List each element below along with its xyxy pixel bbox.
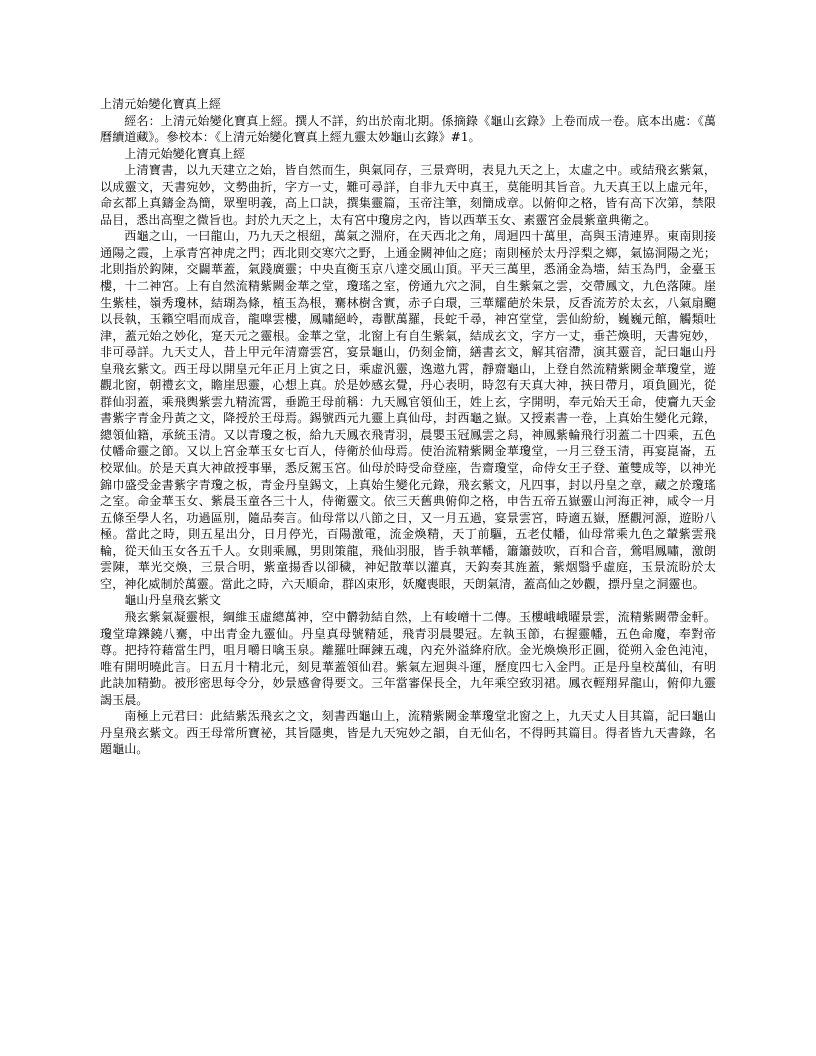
document-body <box>100 96 716 758</box>
section-heading-guishan-danhuang: 龜山丹皇飛玄紫文 <box>124 593 221 608</box>
bibliographic-note: 經名：上清元始變化寶真上經。撰人不詳，約出於南北期。係摘錄《龜山玄錄》上卷而成一卷。底本出處：《萬曆續道藏》。參校本：《上清元始變化寶真上經九靈太妙龜山玄錄》#1。 <box>100 113 716 145</box>
body-paragraph-verse: 飛玄紫氣凝靈根，綱維玉虛總萬神，空中欝勃結自然，上有峻嶒十二傳。玉樓峨峨曜景雲，流精紫闕帶金軒。瓊堂瑋鑠鐃八騫，中出青金九靈仙。丹皇真母號精延，飛青羽晨嬰冠。左執玉節，右握靈幡，五色命魔，奉對帝尊。把持符藉當生門，咀月嚼日噙玉泉。離羅吐暉鍊五魂，內充外溢絳府欣。金光煥煥形正圓，從朔入金色沌沌，唯有開明曉此言。日五月十精北元，刻見華蓋領仙君。紫氣左迴與斗運，歷度四七入金門。正是丹皇校萬仙，有明此訣加精勤。被形密思每令分，妙景感會得要文。三年當審保長全，九年乘空致羽裙。鳳衣輕翔昇龍山，俯仰九靈謁玉晨。 <box>100 609 716 707</box>
body-paragraph-opening: 上清寶書，以九天建立之始，皆自然而生，與氣同存，三景齊明，表見九天之上，太虛之中。或結飛玄紫氣，以成靈文，天書宛妙，文勢曲折，字方一丈，難可尋詳，自非九天中真王，莫能明其旨音。九天真王以上虛元年，命玄都上真鑄金為簡，眾聖明義，高上口訣，撰集靈篇，玉帝注筆，刻簡成章。以俯仰之格，皆有高下次第，禁限品目，悉出高聖之微旨也。封於九天之上，太有宮中瓊房之內，皆以西華玉女、素靈宮金晨紫童典衛之。 <box>100 163 716 227</box>
document-title: 上清元始變化寶真上經 <box>100 97 221 111</box>
section-heading-primary: 上清元始變化寶真上經 <box>124 146 246 161</box>
body-paragraph-nanji-colophon: 南極上元君曰：此結紫炁飛玄之文，刻書西龜山上，流精紫闕金華瓊堂北窗之上，九天丈人目其篇，記曰龜山丹皇飛玄紫文。西王母常所寶祕，其旨隱奧，皆是九天宛妙之韻，自无仙名，不得眄其篇目。得者皆九天書錄，名題龜山。 <box>100 709 716 757</box>
body-paragraph-xigui-mountain: 西龜之山，一曰龍山，乃九天之根紐，萬氣之淵府，在天西北之角，周迴四十萬里，高與玉清連界。東南則接通陽之霞，上承青宮神虎之門；西北則交寒穴之野，上通金闕神仙之庭；南則極於太丹浮梨之鄉，氣協洞陽之光；北則指於鈎陳，交闢華蓋，氣踐廣靈；中央直衡玉京八達交風山頂。平天三萬里，悉涌金為墻，結玉為門，金臺玉樓，十二神宮。上有自然流精紫闕金華之堂，瓊瑤之室，傍通九穴之洞，自生紫氣之雲，交帶鳳文，九色落陳。崖生紫桂，嶺秀瓊林，結瑚為條，植玉為根，騫林樹含實，赤子白環，三華耀葩於朱景，反香流芳於太玄，八氣扇飀以長執，玉籟空唱而成音，龍嘷雲樓，鳳嘯絕岭，毒獸萬羅，長蛇千尋，神宮堂堂，雲仙紛紛，巍巍元館，觸類吐津，蓋元始之妙化，寔天元之靈根。金華之堂，北窗上有自生紫氣，結成玄文，字方一丈，垂芒煥明，天書宛妙，非可尋詳。九天丈人，昔上甲元年清齋雲宮，宴景龜山，仍刻金簡，繕書玄文，解其宿滯，演其靈音，記曰龜山丹皇飛玄紫文。西王母以開皇元年正月上寅之日，乘虛汎靈，逸遨九霄，靜齋龜山，上登自然流精紫闕金華瓊堂，遊觀北窗，朝禮玄文，瞻崖思靈，心想上真。於是妙感玄覺，丹心表明，時忽有天真大神，挾日帶月，項負圓光，從群仙羽蓋，乘飛輿紫雲九精流霄，垂跪王母前稱：九天鳳官領仙王，姓上玄，字開明，奉元始天王命，使齎九天金書紫字青金丹黃之文，降授於王母焉。錫號西元九靈上真仙母，封西龜之嶽。又授素書一卷，上真始生變化元錄，總領仙籍，承統玉清。又以青瓊之板，給九天鳳衣飛青羽，晨嬰玉冠鳳雲之舄，神鳳紫輪飛行羽蓋二十四乘，五色仗幡命靈之節。又以上宮金華玉女七百人，侍衛於仙母焉。使治流精紫闕金華瓊堂，一月三登玉清，再宴崑崙，五校眾仙。於是天真大神啟授事畢，悉反駕玉宮。仙母於時受命登座，告齋瓊堂，命侍女王子登、董雙成等，以神光錦巾盛受金書紫字青瓊之板，青金丹皇錫文，上真始生變化元錄，飛玄紫文，凡四事，封以丹皇之章，藏之於瓊瑤之室。命金華玉女、紫晨玉童各三十人，侍衛靈文。依三天舊典俯仰之格，申告五帝五嶽靈山河海正神，咸令一月五條至學人名，功過區別，隨品奏言。仙母常以八節之日，又一月五過，宴景雲宮，時適五嶽，歷觀河源，遊盼八極。當此之時，則五星出分，日月停光，百陽激電，流金煥精，天丁前驅，五老仗幡，仙母常乘九色之輦紫雲飛輪，從天仙玉女各五千人。女則乘鳳，男則策龍，飛仙羽服，皆手執華幡，簫簫鼓吹，百和合音，鶯唱鳳嘯，激朗雲陳，華光交煥，三景合明，紫童揚香以卻穢，神妃散華以灌真，天鈎奏其旌蓋，紫烟翳乎虛庭，玉景流盼於太空，神化威制於萬靈。當此之時，六天順命，群凶束形，妖魔喪眼，天朗氣清，蓋高仙之妙觀，摽丹皇之洞靈也。 <box>100 229 716 591</box>
